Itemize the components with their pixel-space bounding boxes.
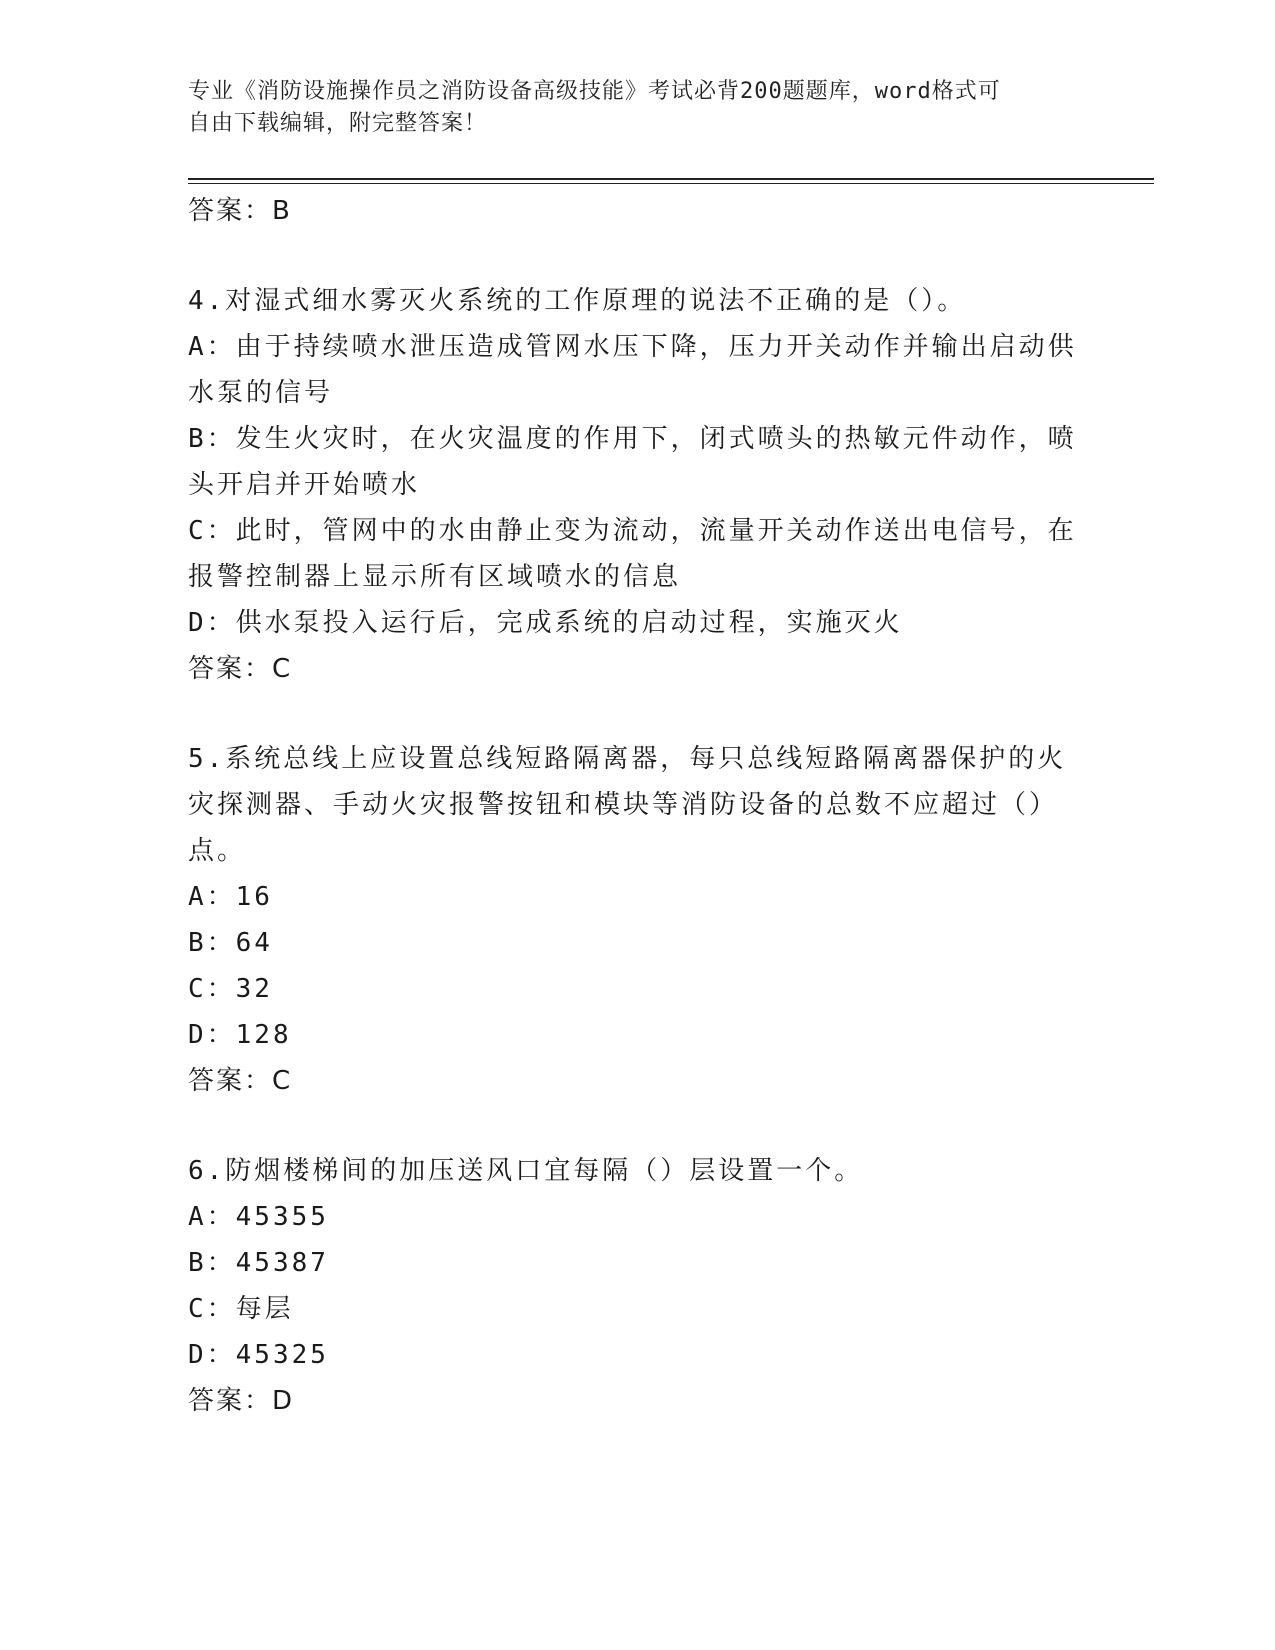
- option-d-line: D：45325: [188, 1340, 329, 1370]
- option-a-line: A：16: [188, 882, 273, 912]
- document-header: [188, 76, 1068, 140]
- question-stem-line: 6.防烟楼梯间的加压送风口宜每隔（）层设置一个。: [188, 1156, 864, 1186]
- option-b-line: 头开启并开始喷水: [188, 470, 421, 500]
- question-stem-line: 点。: [188, 836, 247, 866]
- question-5: [188, 736, 1088, 1104]
- question-stem-line: 4.对湿式细水雾灭火系统的工作原理的说法不正确的是（）。: [188, 286, 967, 316]
- question-4: [188, 278, 1088, 692]
- option-b-line: B：发生火灾时，在火灾温度的作用下，闭式喷头的热敏元件动作，喷: [188, 424, 1077, 454]
- header-line-1: 专业《消防设施操作员之消防设备高级技能》考试必背200题题库，word格式可: [188, 79, 1001, 104]
- spacer: [188, 1104, 1088, 1148]
- option-c-line: C：32: [188, 974, 273, 1004]
- answer-text: 答案：D: [188, 1386, 295, 1416]
- answer-text: 答案：C: [188, 654, 293, 684]
- option-c-line: C：此时，管网中的水由静止变为流动，流量开关动作送出电信号，在: [188, 516, 1077, 546]
- question-stem-line: 灾探测器、手动火灾报警按钮和模块等消防设备的总数不应超过（）: [188, 790, 1059, 820]
- option-b-line: B：45387: [188, 1248, 329, 1278]
- option-a-line: 水泵的信号: [188, 378, 334, 408]
- option-c-line: C：每层: [188, 1294, 294, 1324]
- header-divider-thick: [188, 178, 1154, 180]
- header-divider-thin: [188, 183, 1154, 184]
- answer-text: 答案：C: [188, 1066, 293, 1096]
- spacer: [188, 692, 1088, 736]
- spacer: [188, 234, 1088, 278]
- header-line-2: 自由下载编辑，附完整答案！: [188, 111, 488, 136]
- top-answer: 答案：B: [188, 196, 292, 226]
- option-b-line: B：64: [188, 928, 273, 958]
- option-d-line: D：供水泵投入运行后，完成系统的启动过程，实施灭火: [188, 608, 903, 638]
- question-content: [188, 188, 1088, 1424]
- question-6: [188, 1148, 1088, 1424]
- option-c-line: 报警控制器上显示所有区域喷水的信息: [188, 562, 682, 592]
- option-d-line: D：128: [188, 1020, 292, 1050]
- option-a-line: A：由于持续喷水泄压造成管网水压下降，压力开关动作并输出启动供: [188, 332, 1077, 362]
- question-stem-line: 5.系统总线上应设置总线短路隔离器，每只总线短路隔离器保护的火: [188, 744, 1067, 774]
- option-a-line: A：45355: [188, 1202, 329, 1232]
